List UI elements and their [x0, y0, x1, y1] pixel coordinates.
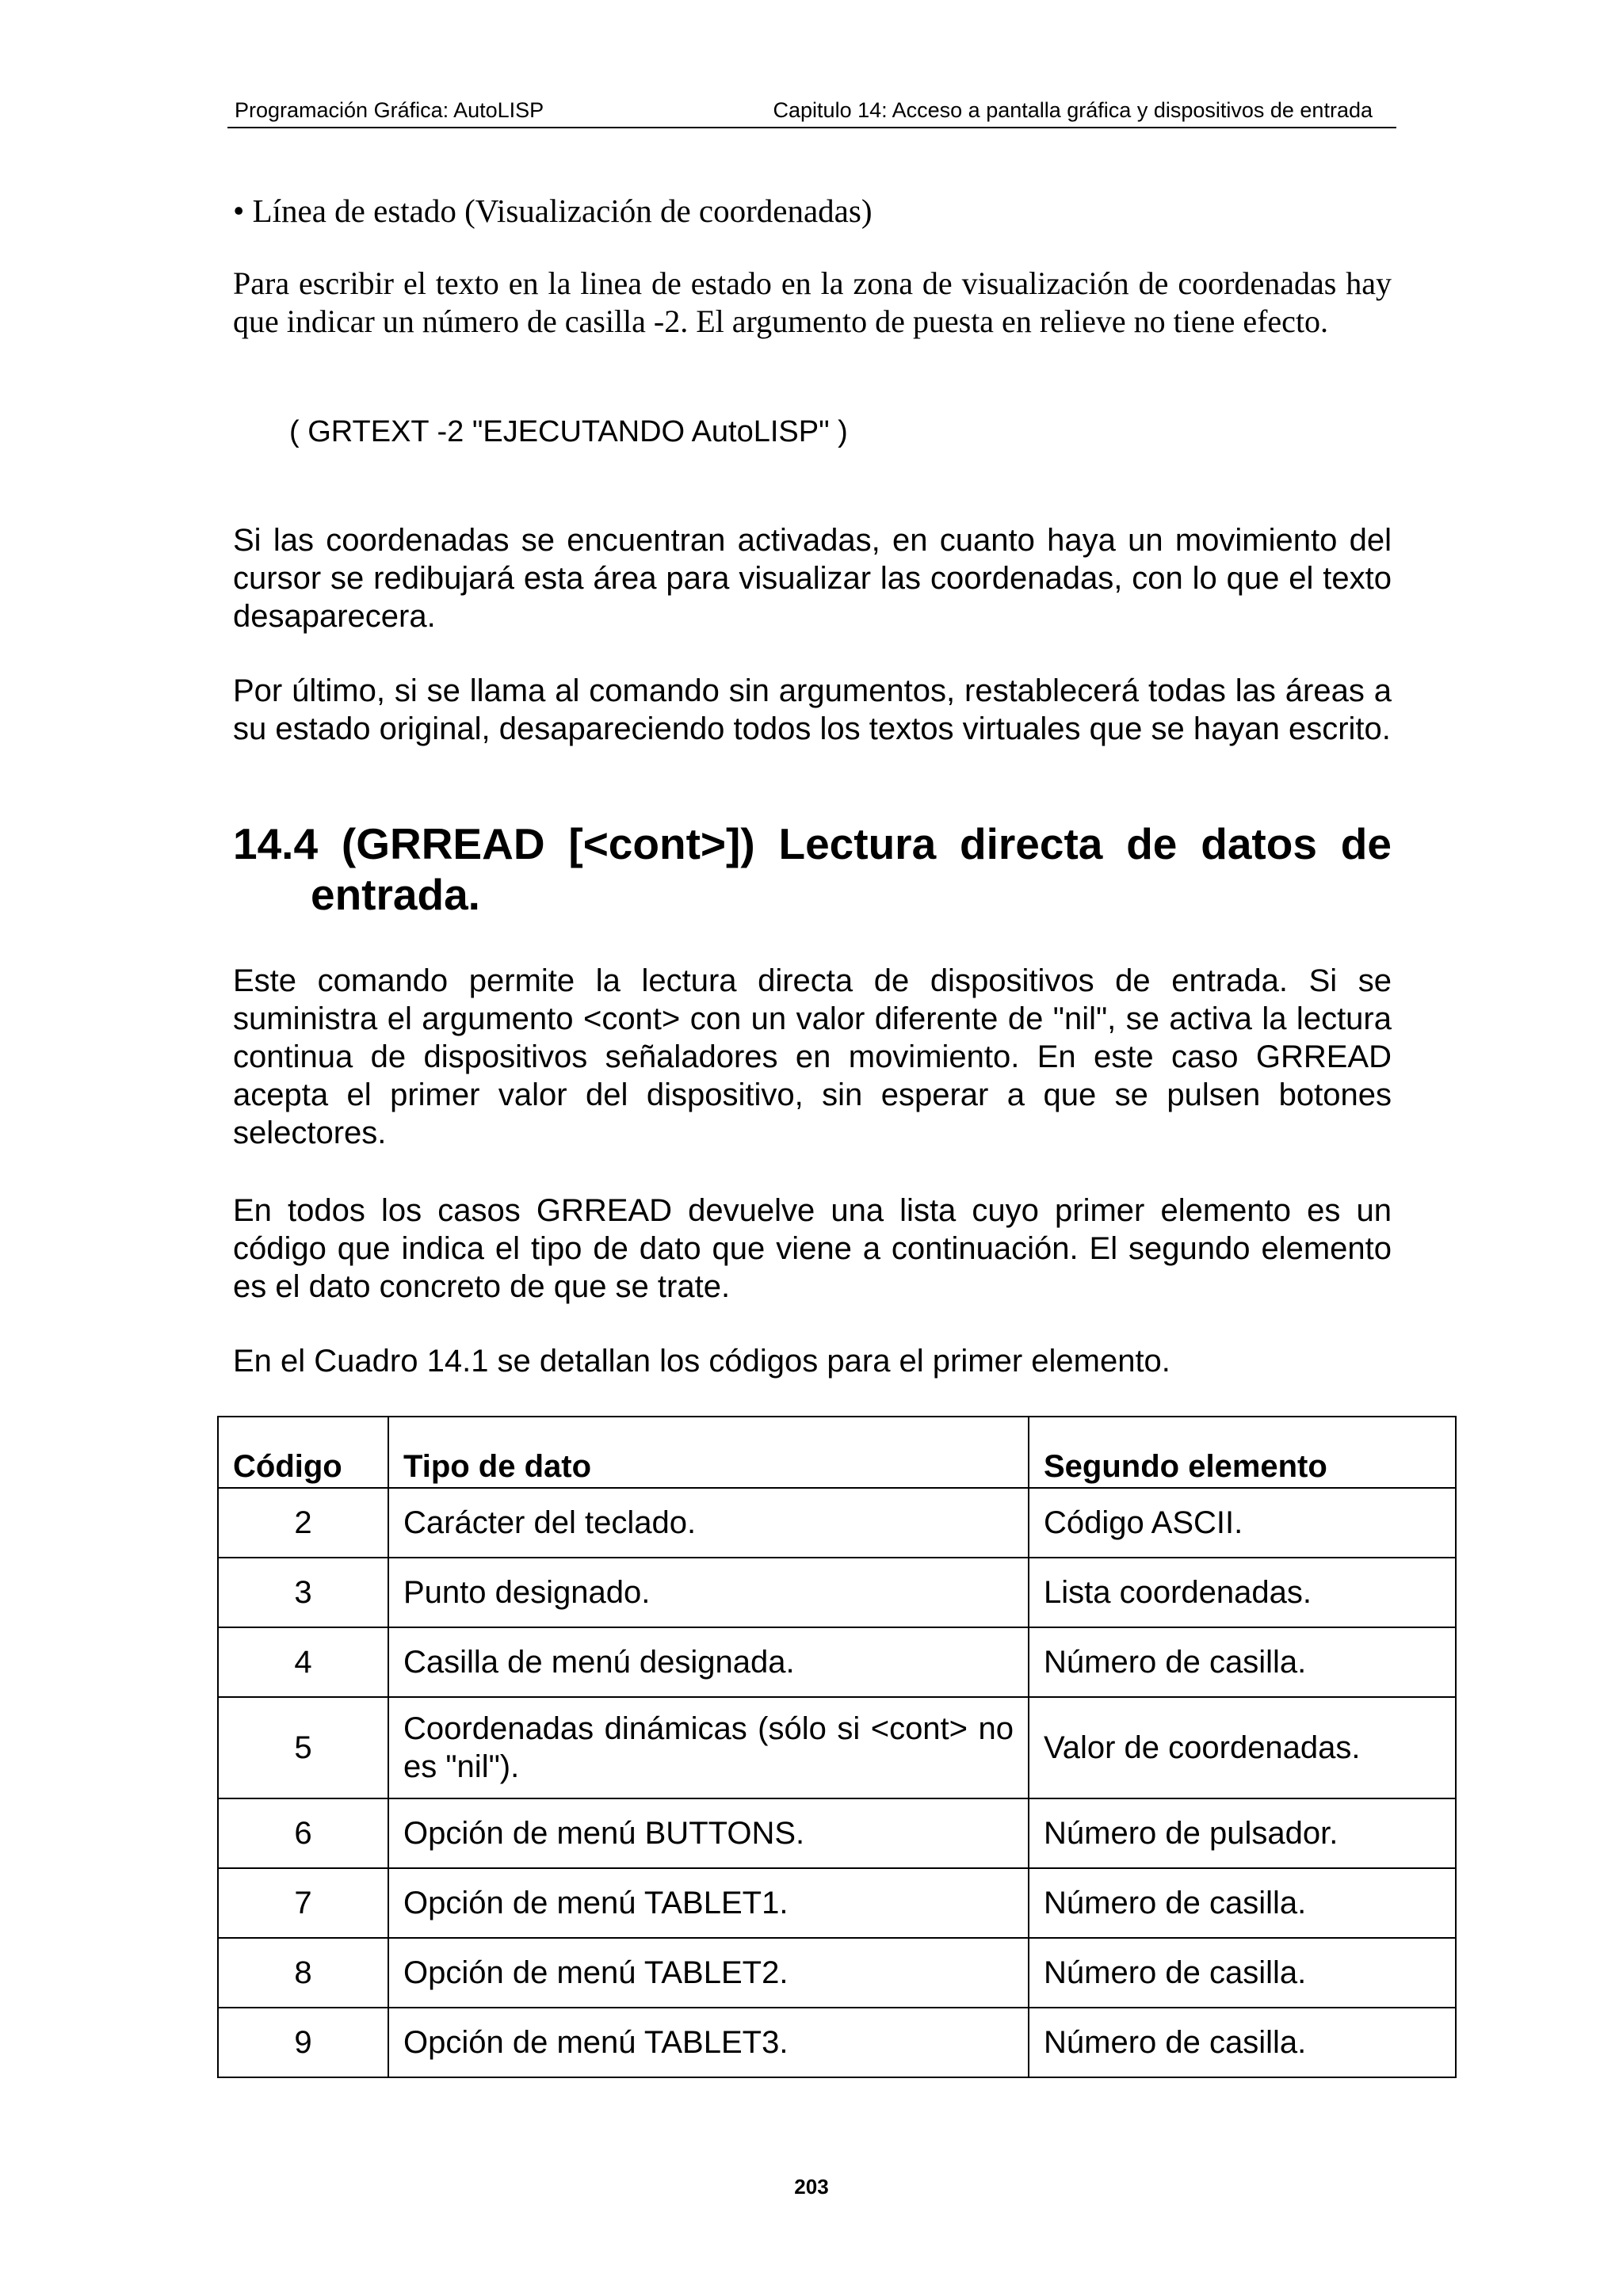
- column-header-type: Tipo de dato: [388, 1417, 1029, 1488]
- section-heading-line2: entrada.: [311, 870, 480, 919]
- cell-code: 2: [218, 1488, 388, 1558]
- table-row: [218, 1798, 1456, 1868]
- cell-type: Punto designado.: [388, 1558, 1029, 1627]
- cell-second: Número de casilla.: [1029, 1938, 1456, 2008]
- cell-type: Opción de menú TABLET2.: [388, 1938, 1029, 2008]
- table-header-row: [218, 1417, 1456, 1488]
- table-row: [218, 1938, 1456, 2008]
- cell-code: 5: [218, 1697, 388, 1798]
- table-row: [218, 1868, 1456, 1938]
- cell-second: Número de casilla.: [1029, 1868, 1456, 1938]
- serif-paragraph: Para escribir el texto en la linea de estado en la zona de visualización de coordenadas hay que indicar un número de casilla -2. El argumento de puesta en relieve no tiene efecto.: [233, 265, 1392, 339]
- cell-second: Número de pulsador.: [1029, 1798, 1456, 1868]
- cell-code: 7: [218, 1868, 388, 1938]
- table-row: [218, 1627, 1456, 1697]
- table-row: [218, 1697, 1456, 1798]
- column-header-code: Código: [218, 1417, 388, 1488]
- cell-type: Opción de menú TABLET1.: [388, 1868, 1029, 1938]
- cell-type: Casilla de menú designada.: [388, 1627, 1029, 1697]
- paragraph-no-arguments: Por último, si se llama al comando sin argumentos, restablecerá todas las áreas a su estado original, desapareciendo todos los textos virtuales que se hayan escrito.: [233, 673, 1392, 746]
- cell-code: 9: [218, 2008, 388, 2077]
- heading-word: [<cont>]): [568, 819, 755, 868]
- table-row: [218, 1558, 1456, 1627]
- page-header: [227, 97, 1396, 128]
- table-row: [218, 1488, 1456, 1558]
- code-example: ( GRTEXT -2 "EJECUTANDO AutoLISP" ): [289, 415, 848, 448]
- paragraph-grread-return: En todos los casos GRREAD devuelve una lista cuyo primer elemento es un código que indica el tipo de dato que viene a continuación. El segundo elemento es el dato concreto de que se trate.: [233, 1193, 1392, 1304]
- cell-type: Coordenadas dinámicas (sólo si <cont> no es "nil").: [388, 1697, 1029, 1798]
- cell-second: Valor de coordenadas.: [1029, 1697, 1456, 1798]
- cell-code: 8: [218, 1938, 388, 2008]
- codes-table: [217, 1416, 1457, 2078]
- bullet-heading: • Línea de estado (Visualización de coordenadas): [233, 193, 873, 229]
- section-number: 14.4: [233, 819, 319, 868]
- cell-code: 3: [218, 1558, 388, 1627]
- heading-word: Lectura: [778, 819, 937, 868]
- heading-word: datos: [1201, 819, 1317, 868]
- cell-second: Lista coordenadas.: [1029, 1558, 1456, 1627]
- cell-second: Número de casilla.: [1029, 1627, 1456, 1697]
- cell-code: 6: [218, 1798, 388, 1868]
- heading-word: directa: [960, 819, 1103, 868]
- cell-second: Código ASCII.: [1029, 1488, 1456, 1558]
- cell-code: 4: [218, 1627, 388, 1697]
- paragraph-table-reference: En el Cuadro 14.1 se detallan los códigos para el primer elemento.: [233, 1344, 1170, 1379]
- cell-type: Opción de menú BUTTONS.: [388, 1798, 1029, 1868]
- cell-type: Carácter del teclado.: [388, 1488, 1029, 1558]
- header-book-title: Programación Gráfica: AutoLISP: [235, 98, 544, 122]
- cell-type: Opción de menú TABLET3.: [388, 2008, 1029, 2077]
- column-header-second: Segundo elemento: [1029, 1417, 1456, 1488]
- heading-word: de: [1340, 819, 1392, 868]
- paragraph-grread-intro: Este comando permite la lectura directa de dispositivos de entrada. Si se suministra el argumento <cont> con un valor diferente de "nil", se activa la lectura continua de dispositivos señaladores en movimiento. En este caso GRREAD acepta el primer valor del dispositivo, sin esperar a que se pulsen botones selectores.: [233, 963, 1392, 1150]
- page-number: 203: [794, 2175, 829, 2199]
- paragraph-coordinates: Si las coordenadas se encuentran activadas, en cuanto haya un movimiento del cursor se redibujará esta área para visualizar las coordenadas, con lo que el texto desaparecera.: [233, 523, 1392, 634]
- section-heading: [233, 818, 1392, 920]
- heading-word: de: [1126, 819, 1178, 868]
- header-chapter-title: Capitulo 14: Acceso a pantalla gráfica y dispositivos de entrada: [773, 98, 1373, 122]
- table-row: [218, 2008, 1456, 2077]
- cell-second: Número de casilla.: [1029, 2008, 1456, 2077]
- heading-word: (GRREAD: [341, 819, 545, 868]
